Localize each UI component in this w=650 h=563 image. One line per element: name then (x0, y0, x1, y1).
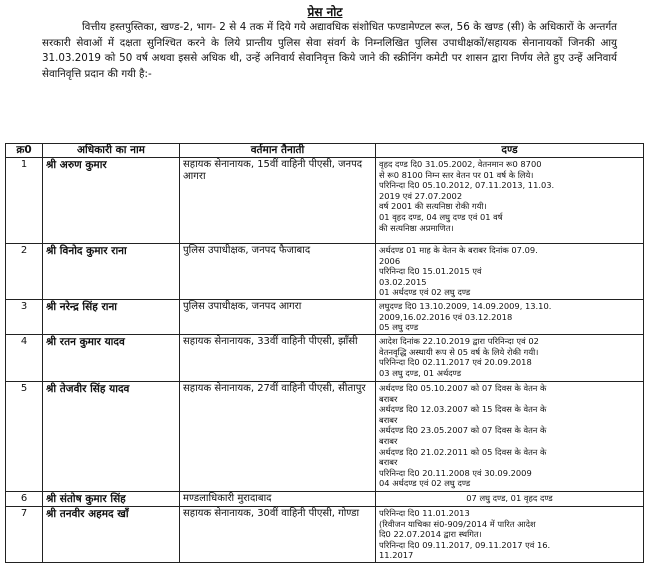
cell-officer-name: श्री तेजवीर सिंह यादव (43, 381, 180, 491)
cell-officer-name: श्री अरुण कुमार (43, 158, 180, 244)
cell-officer-name: श्री संतोष कुमार सिंह (43, 491, 180, 506)
cell-penalty (376, 244, 644, 300)
penalty-line: अर्थदण्ड दि0 12.03.2007 को 15 दिवस के वेतन के (379, 404, 547, 415)
penalty-line: बराबर (379, 457, 398, 468)
penalty-line: 01 वृहद दण्ड, 04 लघु दण्ड एवं 01 वर्ष (379, 211, 503, 222)
penalty-line: बराबर (379, 414, 398, 425)
intro-paragraph (42, 20, 617, 82)
table-row (6, 506, 644, 562)
cell-penalty (376, 158, 644, 244)
penalty-line: आदेश दिनांक 22.10.2019 द्वारा परिनिन्दा एवं 02 (379, 335, 539, 346)
penalty-line: बराबर (379, 435, 398, 446)
cell-penalty (376, 334, 644, 381)
cell-posting: सहायक सेनानायक, 33वीं वाहिनी पीएसी, झाँसी (180, 334, 376, 381)
penalty-line: 01 अर्थदण्ड एवं 02 लघु दण्ड (379, 287, 471, 298)
penalty-line: 11.2017 (379, 550, 414, 561)
intro-text: वित्तीय हस्तपुस्तिका, खण्ड-2, भाग- 2 से 4 तक में दिये गये अद्यावधिक संशोधित फण्डामेण्टल रूल, 56 के खण्ड (सी) के अधिकारों के अन्तर्गत सरकारी सेवाओं में दक्षता सुनिश्चित करने के लिये प्रान्तीय पुलिस सेवा संवर्ग के निम्नलिखित पुलिस उपाधीक्षकों/सहायक सेनानायकों जिनकी आयु 31.03.2019 को 50 वर्ष अथवा इससे अधिक थी, उन्हें अनिवार्य सेवानिवृत्त किये जाने की स्क्रीनिंग कमेटी पर शासन द्वारा निर्णय लेते हुए उन्हें अनिवार्य सेवानिवृत्ति प्रदान की गयी है:- (42, 21, 618, 80)
penalty-line: परिनिन्दा दि0 09.11.2017, 09.11.2017 एवं 16. (379, 539, 551, 550)
penalty-line: 05 लघु दण्ड (379, 322, 419, 333)
table-row (6, 158, 644, 244)
cell-posting: पुलिस उपाधीक्षक, जनपद फैजाबाद (180, 244, 376, 300)
header-sn: क्र0 (6, 144, 43, 158)
penalty-line: अर्थदण्ड दि0 23.05.2007 को 07 दिवस के वेतन के (379, 425, 547, 436)
cell-penalty (376, 381, 644, 491)
penalty-line: अर्थदण्ड 01 माह के वेतन के बराबर दिनांक 07.09. (379, 245, 538, 255)
cell-officer-name: श्री नरेन्द्र सिंह राना (43, 299, 180, 334)
penalty-line: 2006 (379, 255, 401, 266)
penalty-line: परिनिन्दा दि0 05.10.2012, 07.11.2013, 11.03. (379, 180, 555, 191)
penalty-line: परिनिन्दा दि0 02.11.2017 एवं 20.09.2018 (379, 357, 532, 368)
cell-sn: 2 (6, 244, 43, 300)
penalty-line: 03 लघु दण्ड, 01 अर्थदण्ड (379, 367, 462, 378)
cell-penalty (376, 506, 644, 562)
penalty-line: वेतनवृद्धि अस्थायी रूप से 05 वर्ष के लिये रोकी गयी। (379, 346, 539, 357)
penalty-line: लघुदण्ड दि0 13.10.2009, 14.09.2009, 13.10. (379, 300, 552, 311)
penalty-line: 03.02.2015 (379, 276, 427, 287)
penalty-line: 04 अर्थदण्ड एवं 02 लघु दण्ड (379, 478, 471, 489)
cell-sn: 7 (6, 506, 43, 562)
cell-sn: 4 (6, 334, 43, 381)
penalty-line: (रिवीजन याचिका सं0-909/2014 में पारित आदेश (379, 518, 536, 529)
penalty-line: 2019 एवं 27.07.2002 (379, 190, 463, 201)
table-body (6, 158, 644, 563)
cell-posting: सहायक सेनानायक, 30वीं वाहिनी पीएसी, गोण्डा (180, 506, 376, 562)
cell-sn: 5 (6, 381, 43, 491)
table-row (6, 334, 644, 381)
cell-sn: 6 (6, 491, 43, 506)
penalty-line: 2009,16.02.2016 एवं 03.12.2018 (379, 311, 513, 322)
officers-table (5, 143, 644, 563)
cell-posting: सहायक सेनानायक, 15वीं वाहिनी पीएसी, जनपद आगरा (180, 158, 376, 244)
cell-posting: सहायक सेनानायक, 27वीं वाहिनी पीएसी, सीतापुर (180, 381, 376, 491)
penalty-line: वर्ष 2001 की सत्यनिष्ठा रोकी गयी। (379, 201, 487, 212)
header-posting: वर्तमान तैनाती (180, 144, 376, 158)
penalty-line: परिनिन्दा दि0 15.01.2015 एवं (379, 266, 482, 277)
table-row (6, 491, 644, 506)
penalty-line: दि0 22.07.2014 द्वारा स्थगित। (379, 529, 482, 540)
table-row (6, 299, 644, 334)
penalty-line: परिनिन्दा दि0 11.01.2013 (379, 507, 470, 518)
cell-sn: 3 (6, 299, 43, 334)
penalty-line: से रू0 8100 निम्न स्तर वेतन पर 01 वर्ष के लिये। (379, 169, 534, 180)
penalty-line: बराबर (379, 393, 398, 404)
penalty-line: वृहद दण्ड दि0 31.05.2002, वेतनमान रू0 8700 (379, 159, 542, 169)
penalty-line: 07 लघु दण्ड, 01 वृहद दण्ड (466, 492, 553, 503)
header-name: अधिकारी का नाम (43, 144, 180, 158)
cell-officer-name: श्री विनोद कुमार राना (43, 244, 180, 300)
table-row (6, 244, 644, 300)
page-title: प्रेस नोट (307, 5, 343, 19)
cell-posting: मण्डलाधिकारी मुरादाबाद (180, 491, 376, 506)
header-penalty: दण्ड (376, 144, 644, 158)
table-row (6, 381, 644, 491)
cell-officer-name: श्री तनवीर अहमद खाँ (43, 506, 180, 562)
cell-penalty (376, 491, 644, 506)
cell-sn: 1 (6, 158, 43, 244)
penalty-line: परिनिन्दा दि0 20.11.2008 एवं 30.09.2009 (379, 467, 532, 478)
cell-officer-name: श्री रतन कुमार यादव (43, 334, 180, 381)
penalty-line: अर्थदण्ड दि0 05.10.2007 को 07 दिवस के वेतन के (379, 382, 547, 393)
cell-posting: पुलिस उपाधीक्षक, जनपद आगरा (180, 299, 376, 334)
penalty-line: अर्थदण्ड दि0 21.02.2011 को 05 दिवस के वेतन के (379, 446, 547, 457)
table-header-row (6, 144, 644, 158)
penalty-line: की सत्यनिष्ठा अप्रमाणित। (379, 222, 454, 233)
cell-penalty (376, 299, 644, 334)
